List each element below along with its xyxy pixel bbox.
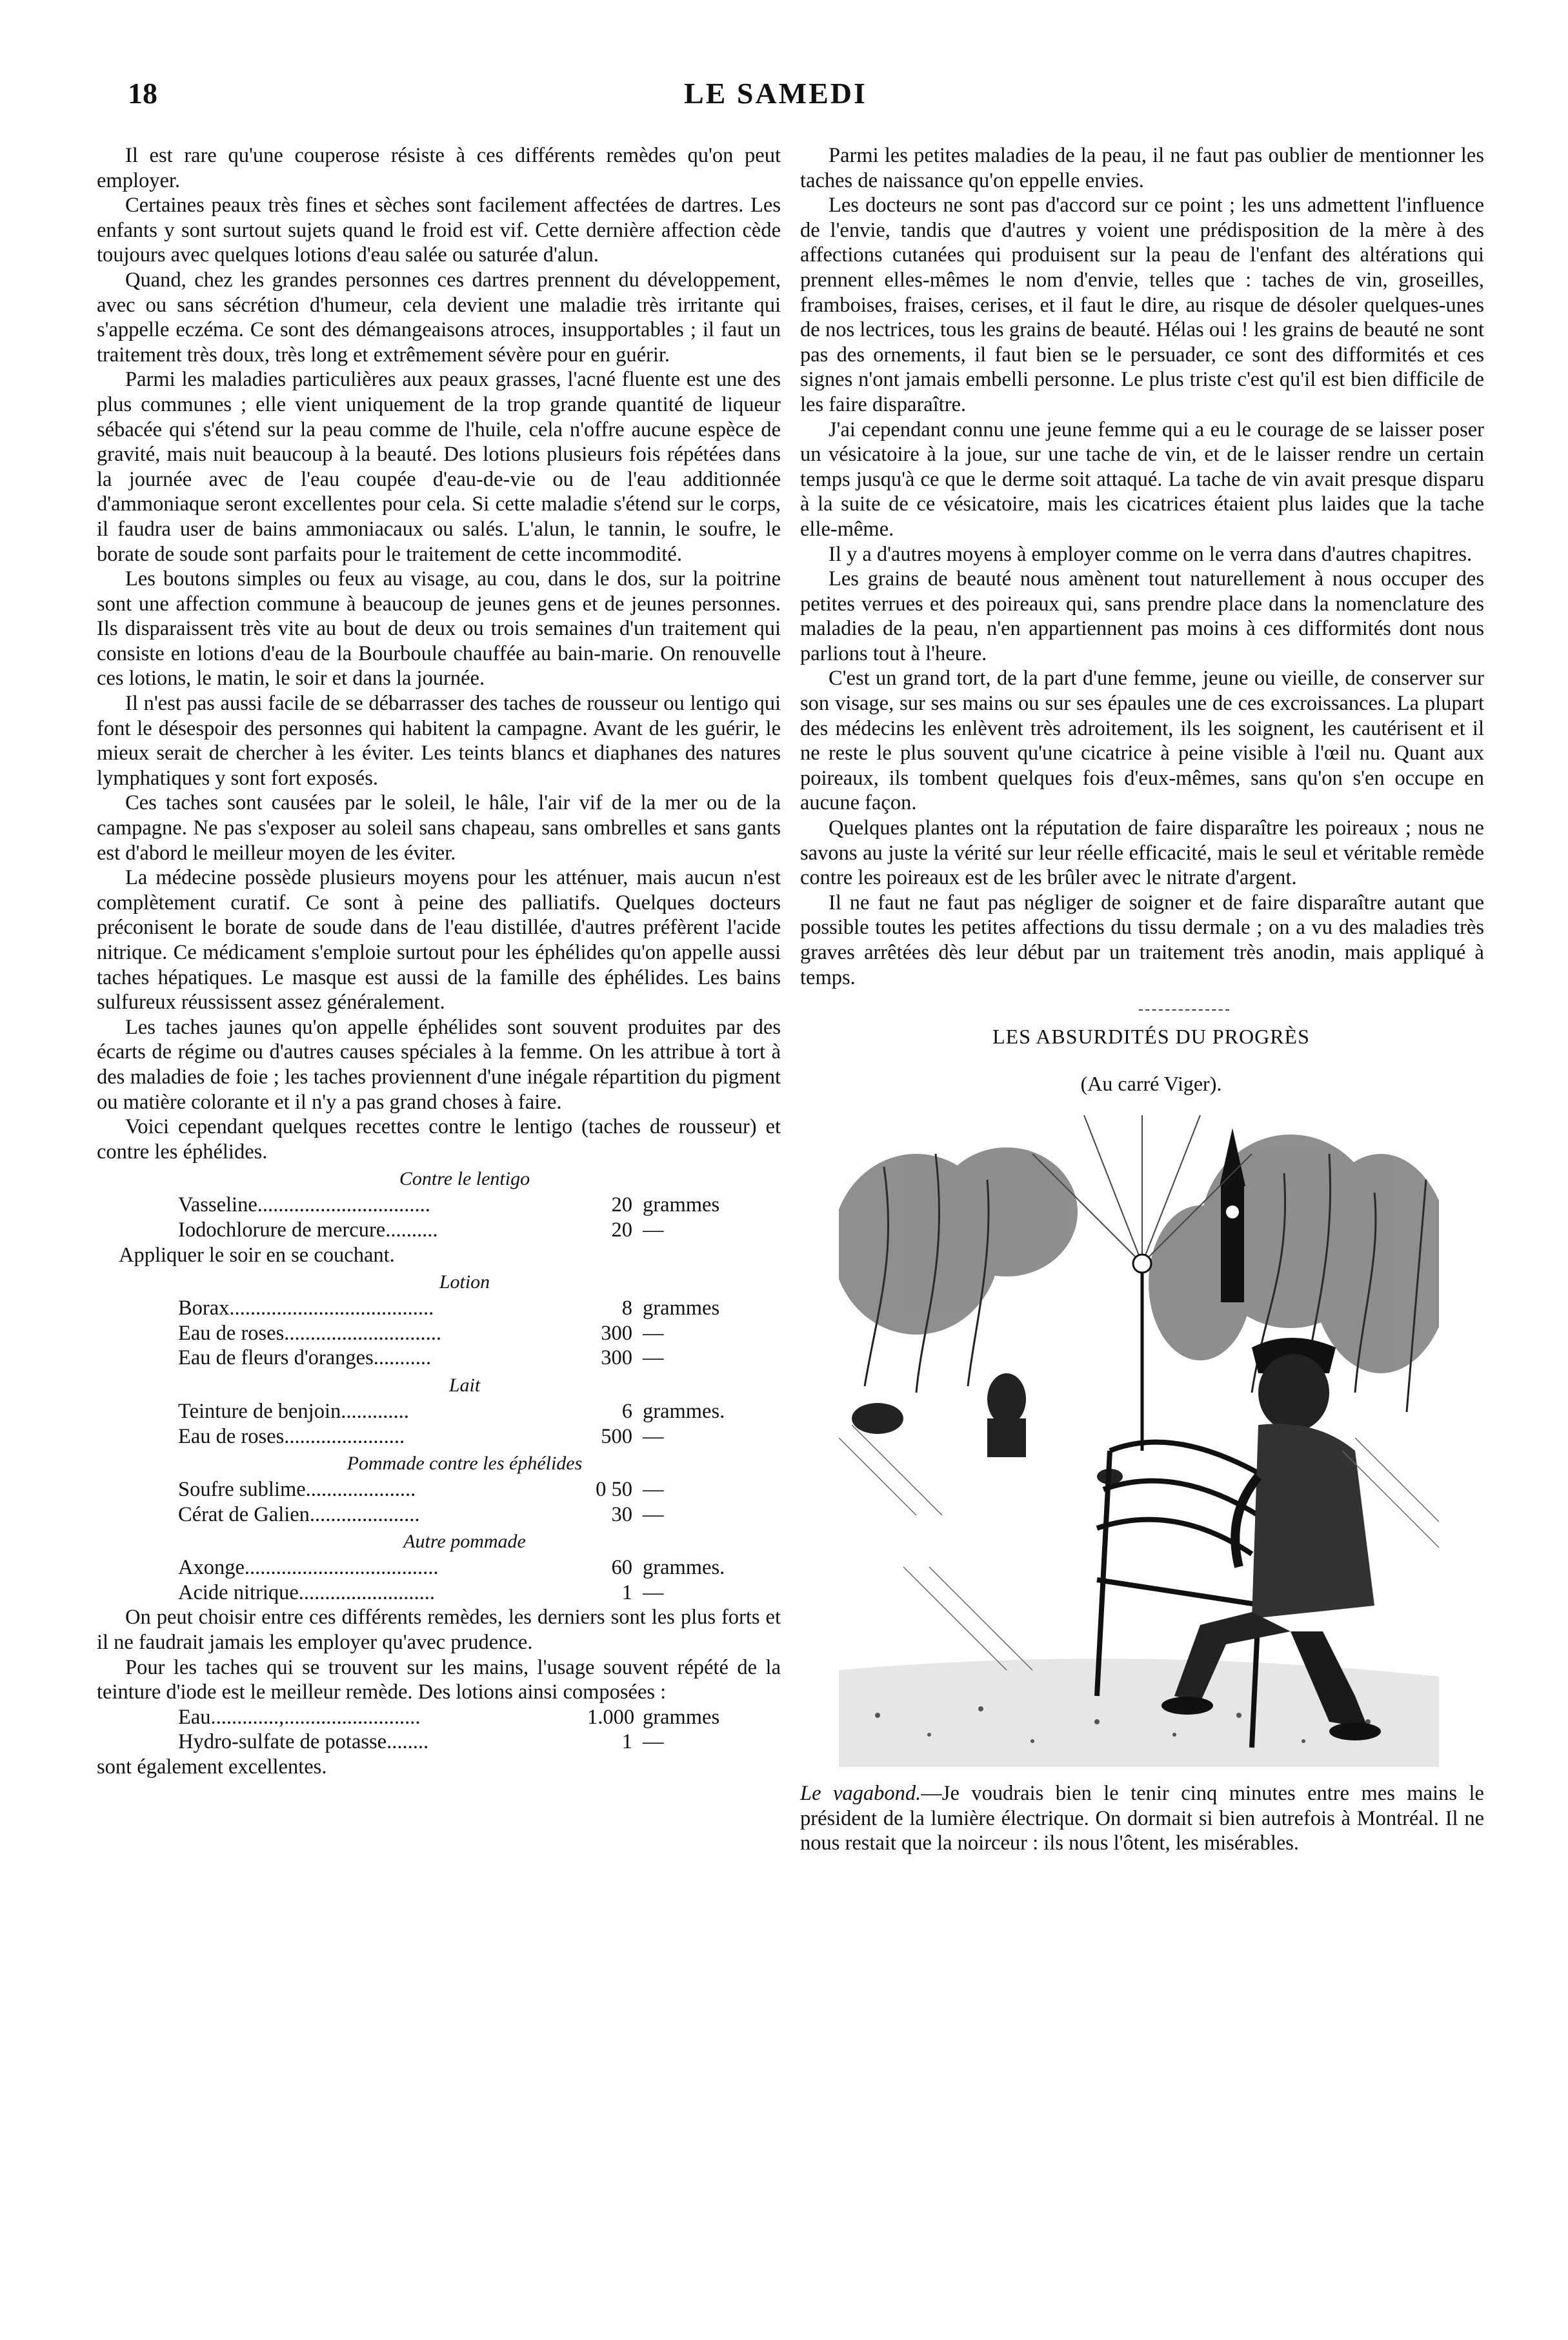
left-paragraph: On peut choisir entre ces différents remèdes, les derniers sont les plus forts et il ne faudrait jamais les employer qu'avec prudence. (97, 1606, 781, 1655)
left-paragraph: La médecine possède plusieurs moyens pour les atténuer, mais aucun n'est complètement curatif. Ce sont à peine des palliatifs. Quelques docteurs préconisent le borate de soude dans de l'eau distillée, d'autres préfèrent l'acide nitrique. Ce médicament s'emploie surtout pour les éphélides qu'on appelle aussi taches hépatiques. Le masque est aussi de la famille des éphélides. Les bains sulfureux réussissent assez généralement. (97, 866, 781, 1014)
ingredient-name: Borax....................................... (178, 1296, 434, 1320)
section-divider (1139, 1009, 1229, 1011)
right-article (800, 143, 1484, 990)
ingredient-quantity: 300 (601, 1346, 632, 1370)
ingredient-quantity: 1.000 (587, 1705, 635, 1729)
ingredient-name: Eau.............,.......................... (178, 1705, 421, 1729)
ingredient-unit: grammes (643, 1296, 720, 1320)
recipe-line (97, 1296, 781, 1321)
ingredient-quantity: 300 (601, 1321, 632, 1345)
ingredient-quantity: 20 (611, 1193, 632, 1217)
left-paragraph: Les taches jaunes qu'on appelle éphélides sont souvent produites par des écarts de régime ou d'autres causes spéciales à la femme. On les attribue à tort à des maladies de foie ; les taches proviennent d'une inégale répartition du pigment ou matière colorante et il n'y a pas grand choses à faire. (97, 1015, 781, 1114)
vagabond-on-bench-illustration (839, 1115, 1439, 1767)
caption-text: —Je voudrais bien le tenir cinq minutes entre mes mains le président de la lumière électrique. On dormait si bien autrefois à Montréal. Il ne nous restait que la noirceur : ils nous l'ôtent, les misérables. (800, 1782, 1484, 1855)
ingredient-quantity: 6 (621, 1399, 632, 1423)
ingredient-unit: — (643, 1730, 664, 1754)
ingredient-name: Vasseline................................. (178, 1193, 430, 1217)
illustration-caption (800, 1781, 1484, 1856)
recipe-line (97, 1218, 781, 1243)
recipe-line (97, 1705, 781, 1730)
left-paragraph: Quand, chez les grandes personnes ces dartres prennent du développement, avec ou sans sécrétion d'humeur, cela devient une maladie très irritante qui s'appelle eczéma. Ce sont des démangeaisons atroces, insupportables ; il faut un traitement très doux, très long et extrêmement sévère pour en guérir. (97, 268, 781, 367)
ingredient-quantity: 1 (621, 1580, 632, 1604)
newspaper-title: LE SAMEDI (684, 77, 867, 110)
ingredient-name: Eau de roses.............................. (178, 1321, 441, 1345)
right-paragraph: Parmi les petites maladies de la peau, il ne faut pas oublier de mentionner les taches de naissance qu'on eppelle envies. (800, 144, 1484, 192)
ingredient-name: Iodochlorure de mercure.......... (178, 1218, 438, 1242)
ingredient-unit: — (643, 1321, 664, 1345)
ingredient-quantity: 20 (611, 1218, 632, 1242)
recipe-title: Lait (448, 1374, 481, 1396)
recipe-line (97, 1555, 781, 1580)
recipe-line (97, 1424, 781, 1449)
right-column (800, 143, 1484, 1856)
left-column (97, 143, 781, 1780)
recipe-line (97, 1502, 781, 1528)
ingredient-unit: grammes. (643, 1556, 725, 1580)
left-paragraph: Ces taches sont causées par le soleil, le hâle, l'air vif de la mer ou de la campagne. Ne pas s'exposer au soleil sans chapeau, sans ombrelles et sans gants est d'abord le meilleur moyen de les éviter. (97, 791, 781, 865)
left-paragraph: Il n'est pas aussi facile de se débarrasser des taches de rousseur ou lentigo qui font le désespoir des personnes qui habitent la campagne. Avant de les guérir, le mieux serait de chercher à les éviter. Les teints blancs et diaphanes des natures lymphatiques y sont fort exposés. (97, 692, 781, 790)
ingredient-unit: — (643, 1346, 664, 1370)
recipe-line (97, 1399, 781, 1424)
ingredient-name: Eau de fleurs d'oranges........... (178, 1346, 432, 1370)
left-paragraph: Il est rare qu'une couperose résiste à ces différents remèdes qu'on peut employer. (97, 144, 781, 192)
left-paragraph: Parmi les maladies particulières aux peaux grasses, l'acné fluente est une des plus communes ; elle vient uniquement de la trop grande quantité de liqueur sébacée qui s'étend sur la peau comme de l'huile, cela n'offre aucune espèce de gravité, mais nuit beaucoup à la beauté. Des lotions plusieurs fois répétées dans la journée avec de l'eau coupée d'eau-de-vie ou de l'eau additionnée d'ammoniaque seront excellentes pour cela. Si cette maladie s'étend sur le corps, il faudra user de bains ammoniacaux ou salés. L'alun, le tannin, le soufre, le borate de soude sont parfaits pour le traitement de cette incommodité. (97, 368, 781, 566)
vagabond-face (1258, 1354, 1329, 1431)
ingredient-unit: grammes (643, 1705, 720, 1729)
vagabond-shoe-right (1329, 1722, 1381, 1740)
ingredient-name: Axonge..................................... (178, 1556, 439, 1580)
recipe-line (97, 1193, 781, 1218)
ingredient-name: Eau de roses....................... (178, 1424, 405, 1448)
section-subheading: (Au carré Viger). (1080, 1072, 1222, 1096)
ingredient-quantity: 0 50 (596, 1478, 632, 1502)
recipe-line (97, 1730, 781, 1755)
ingredient-unit: — (643, 1478, 664, 1502)
page-header (0, 76, 1568, 121)
ingredient-unit: — (643, 1502, 664, 1526)
closing-note: sont également excellentes. (97, 1755, 327, 1779)
right-paragraph: Les docteurs ne sont pas d'accord sur ce point ; les uns admettent l'influence de l'envie, tandis que d'autres y voient une prédisposition de la mère à des affections cutanées qui produisent sur la peau de l'enfant des altérations qui prennent elles-mêmes le nom d'envie, telles que : taches de vin, groseilles, framboises, fraises, cerises, et il faut le dire, au risque de désoler quelques-unes de nos lectrices, tous les grains de beauté. Hélas oui ! les grains de beauté ne sont pas des ornements, il faut bien se le persuader, ce sont des difformités et ces signes n'ont jamais embelli personne. Le plus triste c'est qu'il est bien difficile de les faire disparaître. (800, 194, 1484, 416)
recipe-line (97, 1580, 781, 1606)
ingredient-quantity: 30 (611, 1502, 632, 1526)
ingredient-unit: — (643, 1424, 664, 1448)
ingredient-unit: — (643, 1218, 664, 1242)
ingredient-name: Cérat de Galien..................... (178, 1502, 420, 1526)
ingredient-quantity: 500 (601, 1424, 632, 1448)
ingredient-unit: — (643, 1580, 664, 1604)
section-heading: LES ABSURDITÉS DU PROGRÈS (992, 1025, 1310, 1049)
ingredient-name: Soufre sublime..................... (178, 1478, 416, 1502)
left-paragraph: Pour les taches qui se trouvent sur les mains, l'usage souvent répété de la teinture d'iode est le meilleur remède. Des lotions ainsi composées : (97, 1655, 781, 1704)
ingredient-quantity: 8 (621, 1296, 632, 1320)
recipe-line (97, 1477, 781, 1502)
ingredient-name: Acide nitrique.......................... (178, 1580, 436, 1604)
right-paragraph: Les grains de beauté nous amènent tout naturellement à nous occuper des petites verrues et des poireaux qui, sans prendre place dans la nomenclature des maladies de la peau, n'en appartiennent pas moins à ces difformités dont nous parlions tout à l'heure. (800, 567, 1484, 665)
recipe-line (97, 1321, 781, 1346)
recipe-title: Contre le lentigo (399, 1168, 530, 1190)
left-paragraph: Les boutons simples ou feux au visage, au cou, dans le dos, sur la poitrine sont une affection commune à beaucoup de jeunes gens et de jeunes personnes. Ils disparaissent très vite au bout de deux ou trois semaines d'un traitement qui consiste en lotions d'eau de la Bourboule chauffée au bain-marie. On renouvelle ces lotions, le matin, le soir et dans la journée. (97, 567, 781, 691)
caption-speaker: Le vagabond. (800, 1782, 921, 1806)
ingredient-quantity: 60 (611, 1556, 632, 1580)
right-paragraph: Il ne faut ne faut pas négliger de soigner et de faire disparaître autant que possible toutes les petites affections du tissu dermale ; on a vu des maladies très graves arrêtées dès leur début par un traitement très anodin, mais appliqué à temps. (800, 891, 1484, 989)
recipe-line (97, 1346, 781, 1371)
right-paragraph: Quelques plantes ont la réputation de faire disparaître les poireaux ; nous ne savons au juste la vérité sur leur réelle efficacité, mais le seul et véritable remède contre les poireaux est de les brûler avec le nitrate d'argent. (800, 816, 1484, 890)
vagabond-shoe-left (1161, 1697, 1213, 1715)
ingredient-quantity: 1 (621, 1730, 632, 1754)
recipe-title: Pommade contre les éphélides (347, 1453, 583, 1475)
recipe-title: Autre pommade (403, 1531, 526, 1553)
page-number: 18 (128, 77, 157, 110)
right-paragraph: Il y a d'autres moyens à employer comme on le verra dans d'autres chapitres. (829, 542, 1473, 566)
left-paragraph: Voici cependant quelques recettes contre le lentigo (taches de rousseur) et contre les éphélides. (97, 1115, 781, 1164)
right-paragraph: J'ai cependant connu une jeune femme qui a eu le courage de se laisser poser un vésicatoire à la joue, sur une tache de vin, et de le laisser rendre un certain temps jusqu'à ce que le derme soit attaqué. La tache de vin avait presque disparu à la suite de ce vésicatoire, mais les cicatrices étaient plus laides que la tache elle-même. (800, 418, 1484, 541)
ingredient-unit: grammes. (643, 1399, 725, 1423)
electric-lamp (1133, 1255, 1151, 1273)
ingredient-unit: grammes (643, 1193, 720, 1217)
recipe-title: Lotion (439, 1271, 490, 1293)
recipe-note: Appliquer le soir en se couchant. (119, 1243, 395, 1267)
ingredient-name: Teinture de benjoin............. (178, 1399, 409, 1423)
left-paragraph: Certaines peaux très fines et sèches sont facilement affectées de dartres. Les enfants y sont surtout sujets quand le froid est vif. Cette dernière affection cède toujours avec quelques lotions d'eau salée ou saturée d'alun. (97, 194, 781, 267)
right-paragraph: C'est un grand tort, de la part d'une femme, jeune ou vieille, de conserver sur son visage, sur ses mains ou sur ses épaules une de ces excroissances. La plupart des médecins les enlèvent très adroitement, ils les soignent, les cautérisent et il ne reste le plus souvent qu'une cicatrice à peine visible à l'œil nu. Quant aux poireaux, ils tombent quelques fois d'eux-mêmes, sans qu'on s'en occupe en aucune façon. (800, 667, 1484, 815)
ingredient-name: Hydro-sulfate de potasse........ (178, 1730, 429, 1754)
